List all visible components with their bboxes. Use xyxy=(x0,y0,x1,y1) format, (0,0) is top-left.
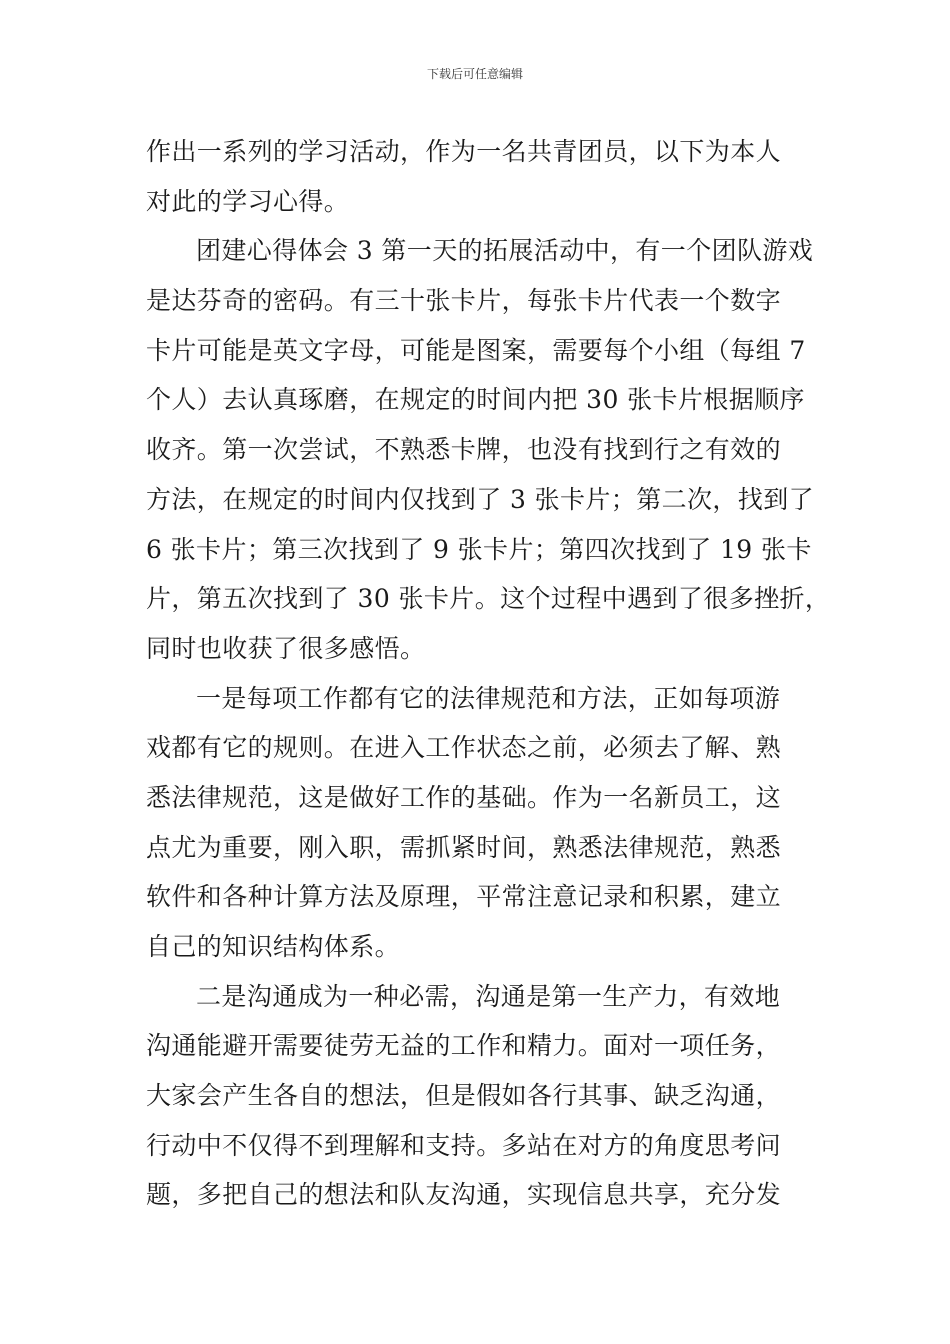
text-line: 点尤为重要，刚入职，需抓紧时间，熟悉法律规范，熟悉 xyxy=(146,832,782,862)
text-line: 同时也收获了很多感悟。 xyxy=(146,633,426,663)
text-line: 大家会产生各自的想法，但是假如各行其事、缺乏沟通， xyxy=(146,1081,782,1111)
text-line: 方法，在规定的时间内仅找到了 3 张卡片；第二次，找到了 xyxy=(146,484,815,514)
text-line: 悉法律规范，这是做好工作的基础。作为一名新员工，这 xyxy=(146,782,782,812)
text-line: 自己的知识结构体系。 xyxy=(146,932,401,961)
text-line: 软件和各种计算方法及原理，平常注意记录和积累，建立 xyxy=(146,882,782,912)
text-line: 行动中不仅得不到理解和支持。多站在对方的角度思考问 xyxy=(146,1130,782,1160)
text-line: 是达芬奇的密码。有三十张卡片，每张卡片代表一个数字 xyxy=(146,286,782,316)
text-line: 题，多把自己的想法和队友沟通，实现信息共享，充分发 xyxy=(146,1180,782,1210)
text-line: 沟通能避开需要徒劳无益的工作和精力。面对一项任务， xyxy=(146,1031,782,1061)
text-line: 对此的学习心得。 xyxy=(146,186,350,216)
text-line: 6 张卡片；第三次找到了 9 张卡片；第四次找到了 19 张卡 xyxy=(146,534,812,564)
text-line: 个人）去认真琢磨，在规定的时间内把 30 张卡片根据顺序 xyxy=(146,385,805,415)
paragraph-start-line: 二是沟通成为一种必需，沟通是第一生产力，有效地 xyxy=(196,981,781,1011)
text-line: 作出一系列的学习活动，作为一名共青团员，以下为本人 xyxy=(146,137,782,166)
document-body xyxy=(146,127,831,1220)
paragraph-start-line: 团建心得体会 3 第一天的拓展活动中，有一个团队游戏 xyxy=(196,236,814,266)
text-line: 戏都有它的规则。在进入工作状态之前，必须去了解、熟 xyxy=(146,733,782,763)
text-line: 片，第五次找到了 30 张卡片。这个过程中遇到了很多挫折， xyxy=(146,584,831,614)
text-line: 卡片可能是英文字母，可能是图案，需要每个小组（每组 7 xyxy=(146,335,806,365)
paragraph-start-line: 一是每项工作都有它的法律规范和方法，正如每项游 xyxy=(196,683,781,713)
text-line: 收齐。第一次尝试，不熟悉卡牌，也没有找到行之有效的 xyxy=(146,435,782,465)
page-header: 下载后可任意编辑 xyxy=(426,67,523,81)
